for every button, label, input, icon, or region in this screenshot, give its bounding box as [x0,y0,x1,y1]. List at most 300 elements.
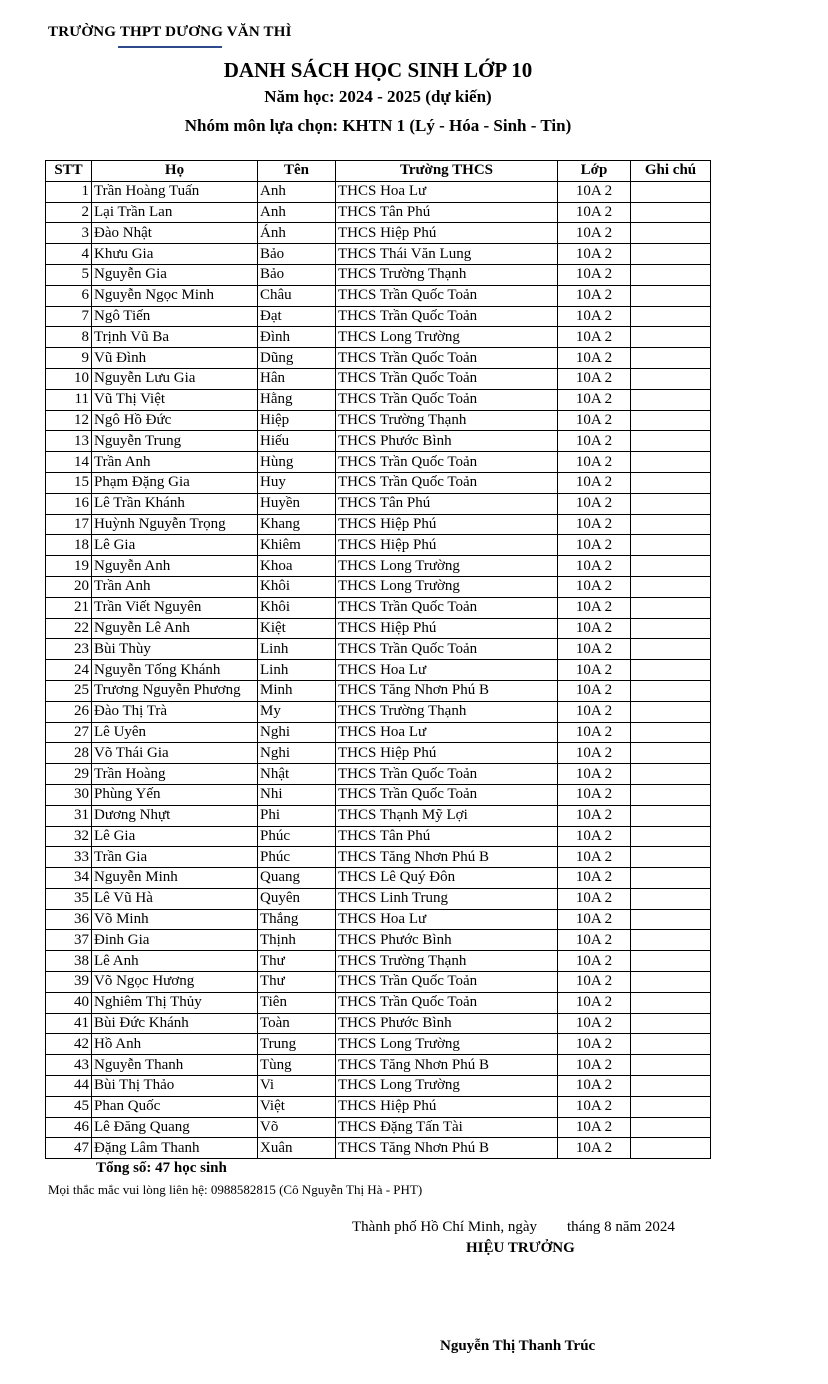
cell-ho: Phạm Đặng Gia [92,472,258,493]
cell-lop: 10A 2 [558,368,631,389]
cell-ten: Phi [258,805,336,826]
cell-stt: 33 [46,847,92,868]
cell-ghichu [631,847,711,868]
cell-lop: 10A 2 [558,722,631,743]
cell-truong: THCS Trần Quốc Toản [336,285,558,306]
cell-ho: Đinh Gia [92,930,258,951]
cell-ho: Khưu Gia [92,244,258,265]
cell-lop: 10A 2 [558,1138,631,1159]
cell-truong: THCS Hoa Lư [336,660,558,681]
cell-stt: 25 [46,680,92,701]
cell-ho: Dương Nhựt [92,805,258,826]
table-row [46,826,711,847]
cell-lop: 10A 2 [558,514,631,535]
cell-ghichu [631,389,711,410]
table-row [46,264,711,285]
cell-ten: Phúc [258,826,336,847]
cell-ghichu [631,306,711,327]
cell-truong: THCS Thái Văn Lung [336,244,558,265]
cell-stt: 19 [46,556,92,577]
cell-ghichu [631,618,711,639]
table-row [46,452,711,473]
cell-truong: THCS Long Trường [336,1034,558,1055]
cell-ghichu [631,826,711,847]
table-row [46,992,711,1013]
cell-ghichu [631,493,711,514]
cell-ho: Nguyễn Lưu Gia [92,368,258,389]
table-body [46,181,711,1158]
cell-stt: 38 [46,951,92,972]
cell-lop: 10A 2 [558,1013,631,1034]
column-header-lop: Lớp [558,161,631,182]
cell-ten: Quang [258,868,336,889]
cell-ten: Tiên [258,992,336,1013]
cell-truong: THCS Hiệp Phú [336,514,558,535]
cell-ho: Phùng Yến [92,784,258,805]
cell-ten: Phúc [258,847,336,868]
cell-truong: THCS Trường Thạnh [336,951,558,972]
cell-ho: Lê Gia [92,826,258,847]
cell-stt: 26 [46,701,92,722]
table-row [46,888,711,909]
cell-ghichu [631,930,711,951]
cell-ho: Huỳnh Nguyễn Trọng [92,514,258,535]
cell-ghichu [631,1055,711,1076]
cell-lop: 10A 2 [558,452,631,473]
cell-ten: Khôi [258,597,336,618]
cell-stt: 15 [46,472,92,493]
column-header-truong: Trường THCS [336,161,558,182]
cell-lop: 10A 2 [558,743,631,764]
cell-truong: THCS Long Trường [336,576,558,597]
cell-ten: Khang [258,514,336,535]
cell-ghichu [631,202,711,223]
cell-ho: Vũ Đình [92,348,258,369]
cell-ho: Đặng Lâm Thanh [92,1138,258,1159]
cell-truong: THCS Hoa Lư [336,181,558,202]
column-header-stt: STT [46,161,92,182]
cell-ten: Minh [258,680,336,701]
cell-truong: THCS Trần Quốc Toản [336,452,558,473]
cell-lop: 10A 2 [558,1117,631,1138]
cell-lop: 10A 2 [558,972,631,993]
cell-lop: 10A 2 [558,348,631,369]
cell-lop: 10A 2 [558,576,631,597]
cell-lop: 10A 2 [558,764,631,785]
cell-ten: Linh [258,639,336,660]
cell-lop: 10A 2 [558,701,631,722]
cell-ghichu [631,223,711,244]
table-row [46,930,711,951]
cell-ten: Võ [258,1117,336,1138]
cell-stt: 8 [46,327,92,348]
subject-group: Nhóm môn lựa chọn: KHTN 1 (Lý - Hóa - Sinh - Tin) [184,116,572,135]
cell-ho: Nguyễn Gia [92,264,258,285]
cell-ghichu [631,680,711,701]
column-header-ho: Họ [92,161,258,182]
cell-truong: THCS Tân Phú [336,826,558,847]
cell-lop: 10A 2 [558,930,631,951]
cell-lop: 10A 2 [558,909,631,930]
cell-ghichu [631,972,711,993]
table-row [46,847,711,868]
cell-stt: 22 [46,618,92,639]
cell-ho: Ngô Hồ Đức [92,410,258,431]
cell-stt: 36 [46,909,92,930]
table-row [46,472,711,493]
cell-lop: 10A 2 [558,1055,631,1076]
cell-ten: Bảo [258,244,336,265]
table-row [46,244,711,265]
cell-ghichu [631,556,711,577]
cell-ho: Đào Thị Trà [92,701,258,722]
cell-ten: Đạt [258,306,336,327]
cell-ten: Thịnh [258,930,336,951]
cell-ten: Đình [258,327,336,348]
cell-stt: 40 [46,992,92,1013]
cell-ten: Kiệt [258,618,336,639]
cell-ten: Tùng [258,1055,336,1076]
cell-lop: 10A 2 [558,285,631,306]
table-row [46,680,711,701]
cell-ho: Võ Ngọc Hương [92,972,258,993]
cell-ho: Lê Uyên [92,722,258,743]
cell-ten: Hùng [258,452,336,473]
cell-lop: 10A 2 [558,472,631,493]
cell-stt: 21 [46,597,92,618]
cell-truong: THCS Trần Quốc Toản [336,972,558,993]
cell-stt: 9 [46,348,92,369]
cell-ho: Lê Đăng Quang [92,1117,258,1138]
cell-truong: THCS Thạnh Mỹ Lợi [336,805,558,826]
table-row [46,1013,711,1034]
cell-ghichu [631,888,711,909]
cell-ghichu [631,285,711,306]
cell-truong: THCS Hiệp Phú [336,618,558,639]
table-row [46,1034,711,1055]
cell-lop: 10A 2 [558,1096,631,1117]
cell-ho: Lê Trần Khánh [92,493,258,514]
column-header-ghichu: Ghi chú [631,161,711,182]
table-row [46,868,711,889]
cell-truong: THCS Trường Thạnh [336,701,558,722]
cell-stt: 5 [46,264,92,285]
cell-ghichu [631,992,711,1013]
cell-truong: THCS Hiệp Phú [336,1096,558,1117]
cell-ho: Lại Trần Lan [92,202,258,223]
cell-ho: Lê Anh [92,951,258,972]
cell-ho: Lê Vũ Hà [92,888,258,909]
cell-ten: Bảo [258,264,336,285]
cell-truong: THCS Hiệp Phú [336,743,558,764]
table-row [46,223,711,244]
cell-lop: 10A 2 [558,660,631,681]
table-row [46,722,711,743]
cell-lop: 10A 2 [558,951,631,972]
cell-ho: Võ Thái Gia [92,743,258,764]
cell-lop: 10A 2 [558,306,631,327]
cell-stt: 3 [46,223,92,244]
cell-lop: 10A 2 [558,847,631,868]
school-underline [118,46,222,48]
cell-truong: THCS Trần Quốc Toản [336,764,558,785]
cell-ten: Hiếu [258,431,336,452]
cell-ho: Nguyễn Lê Anh [92,618,258,639]
cell-stt: 27 [46,722,92,743]
cell-lop: 10A 2 [558,680,631,701]
table-row [46,784,711,805]
cell-ghichu [631,514,711,535]
cell-lop: 10A 2 [558,535,631,556]
cell-ho: Bùi Đức Khánh [92,1013,258,1034]
cell-ten: Xuân [258,1138,336,1159]
cell-ghichu [631,431,711,452]
cell-stt: 12 [46,410,92,431]
table-row [46,431,711,452]
table-row [46,618,711,639]
cell-lop: 10A 2 [558,639,631,660]
cell-truong: THCS Trường Thạnh [336,264,558,285]
cell-truong: THCS Trần Quốc Toản [336,472,558,493]
cell-ho: Ngô Tiến [92,306,258,327]
cell-ten: Huyền [258,493,336,514]
table-row [46,764,711,785]
table-row [46,327,711,348]
cell-ghichu [631,1076,711,1097]
cell-ghichu [631,576,711,597]
cell-stt: 29 [46,764,92,785]
cell-ghichu [631,1117,711,1138]
cell-ghichu [631,327,711,348]
cell-stt: 47 [46,1138,92,1159]
table-row [46,639,711,660]
cell-ho: Trần Gia [92,847,258,868]
cell-ghichu [631,743,711,764]
table-row [46,181,711,202]
cell-ho: Võ Minh [92,909,258,930]
cell-truong: THCS Hiệp Phú [336,223,558,244]
cell-lop: 10A 2 [558,826,631,847]
cell-truong: THCS Tân Phú [336,202,558,223]
table-row [46,597,711,618]
table-row [46,972,711,993]
cell-stt: 17 [46,514,92,535]
cell-ten: Khiêm [258,535,336,556]
cell-ten: Hằng [258,389,336,410]
cell-lop: 10A 2 [558,389,631,410]
table-row [46,368,711,389]
cell-ghichu [631,639,711,660]
cell-ten: Toàn [258,1013,336,1034]
cell-ghichu [631,909,711,930]
cell-ghichu [631,1013,711,1034]
cell-stt: 41 [46,1013,92,1034]
cell-ghichu [631,348,711,369]
cell-ho: Bùi Thị Thảo [92,1076,258,1097]
cell-truong: THCS Trần Quốc Toản [336,306,558,327]
cell-ghichu [631,535,711,556]
cell-ghichu [631,805,711,826]
cell-ten: Nhi [258,784,336,805]
cell-ho: Nguyễn Thanh [92,1055,258,1076]
cell-lop: 10A 2 [558,992,631,1013]
cell-ho: Trương Nguyễn Phương [92,680,258,701]
cell-ho: Trần Hoàng Tuấn [92,181,258,202]
cell-truong: THCS Đặng Tấn Tài [336,1117,558,1138]
cell-truong: THCS Long Trường [336,1076,558,1097]
cell-lop: 10A 2 [558,784,631,805]
cell-lop: 10A 2 [558,264,631,285]
table-row [46,576,711,597]
signer-role: HIỆU TRƯỞNG [466,1240,575,1256]
cell-truong: THCS Trần Quốc Toản [336,597,558,618]
cell-stt: 23 [46,639,92,660]
document-title: DANH SÁCH HỌC SINH LỚP 10 [223,58,533,82]
cell-ghichu [631,701,711,722]
table-row [46,1096,711,1117]
cell-lop: 10A 2 [558,1034,631,1055]
cell-lop: 10A 2 [558,868,631,889]
table-row [46,1117,711,1138]
cell-truong: THCS Phước Bình [336,431,558,452]
cell-stt: 31 [46,805,92,826]
cell-ten: Khôi [258,576,336,597]
cell-ho: Trần Viết Nguyên [92,597,258,618]
cell-ho: Nguyễn Anh [92,556,258,577]
cell-ghichu [631,181,711,202]
cell-ten: Thư [258,972,336,993]
cell-stt: 7 [46,306,92,327]
cell-ho: Vũ Thị Việt [92,389,258,410]
cell-lop: 10A 2 [558,431,631,452]
cell-stt: 11 [46,389,92,410]
cell-lop: 10A 2 [558,556,631,577]
cell-ho: Trần Anh [92,452,258,473]
cell-lop: 10A 2 [558,493,631,514]
cell-ghichu [631,597,711,618]
cell-truong: THCS Trần Quốc Toản [336,992,558,1013]
cell-stt: 14 [46,452,92,473]
cell-lop: 10A 2 [558,181,631,202]
cell-stt: 44 [46,1076,92,1097]
place-date: Thành phố Hồ Chí Minh, ngày tháng 8 năm 2024 [352,1219,675,1235]
table-row [46,535,711,556]
table-row [46,1138,711,1159]
cell-ghichu [631,660,711,681]
table-row [46,285,711,306]
cell-ghichu [631,868,711,889]
cell-ghichu [631,784,711,805]
cell-ten: Huy [258,472,336,493]
cell-stt: 32 [46,826,92,847]
cell-ten: Việt [258,1096,336,1117]
cell-ho: Nguyễn Minh [92,868,258,889]
cell-lop: 10A 2 [558,618,631,639]
cell-stt: 42 [46,1034,92,1055]
cell-stt: 30 [46,784,92,805]
signer-name: Nguyễn Thị Thanh Trúc [440,1338,596,1354]
cell-ghichu [631,764,711,785]
cell-truong: THCS Trần Quốc Toản [336,639,558,660]
cell-ten: Thư [258,951,336,972]
cell-stt: 24 [46,660,92,681]
cell-ho: Nghiêm Thị Thủy [92,992,258,1013]
cell-ghichu [631,264,711,285]
cell-ten: Quyên [258,888,336,909]
cell-truong: THCS Trần Quốc Toản [336,784,558,805]
cell-ten: Vi [258,1076,336,1097]
cell-ten: Anh [258,202,336,223]
table-row [46,306,711,327]
cell-stt: 13 [46,431,92,452]
cell-truong: THCS Trường Thạnh [336,410,558,431]
cell-truong: THCS Long Trường [336,327,558,348]
cell-stt: 10 [46,368,92,389]
cell-truong: THCS Long Trường [336,556,558,577]
table-row [46,410,711,431]
cell-lop: 10A 2 [558,597,631,618]
cell-ghichu [631,472,711,493]
cell-ghichu [631,1138,711,1159]
cell-truong: THCS Hoa Lư [336,722,558,743]
table-row [46,348,711,369]
table-row [46,514,711,535]
cell-ho: Bùi Thùy [92,639,258,660]
table-row [46,701,711,722]
cell-ten: Linh [258,660,336,681]
cell-lop: 10A 2 [558,244,631,265]
cell-ghichu [631,452,711,473]
cell-lop: 10A 2 [558,888,631,909]
student-table [45,160,711,1159]
cell-ho: Nguyễn Trung [92,431,258,452]
cell-ten: My [258,701,336,722]
cell-ghichu [631,410,711,431]
cell-ghichu [631,368,711,389]
cell-ten: Anh [258,181,336,202]
cell-stt: 16 [46,493,92,514]
cell-stt: 46 [46,1117,92,1138]
cell-stt: 20 [46,576,92,597]
cell-ghichu [631,1096,711,1117]
cell-ho: Nguyễn Tống Khánh [92,660,258,681]
cell-ten: Hiệp [258,410,336,431]
cell-truong: THCS Hiệp Phú [336,535,558,556]
school-year: Năm học: 2024 - 2025 (dự kiến) [264,87,492,106]
table-row [46,556,711,577]
table-header-row [46,161,711,182]
cell-stt: 18 [46,535,92,556]
cell-stt: 35 [46,888,92,909]
table-row [46,389,711,410]
table-row [46,1076,711,1097]
cell-ho: Đào Nhật [92,223,258,244]
table-row [46,660,711,681]
cell-ho: Lê Gia [92,535,258,556]
cell-ghichu [631,722,711,743]
cell-ho: Nguyễn Ngọc Minh [92,285,258,306]
cell-lop: 10A 2 [558,805,631,826]
cell-lop: 10A 2 [558,223,631,244]
table-row [46,1055,711,1076]
cell-stt: 43 [46,1055,92,1076]
cell-truong: THCS Trần Quốc Toản [336,348,558,369]
cell-truong: THCS Trần Quốc Toản [336,368,558,389]
cell-truong: THCS Tăng Nhơn Phú B [336,1138,558,1159]
cell-lop: 10A 2 [558,410,631,431]
cell-ten: Hân [258,368,336,389]
cell-truong: THCS Tăng Nhơn Phú B [336,680,558,701]
